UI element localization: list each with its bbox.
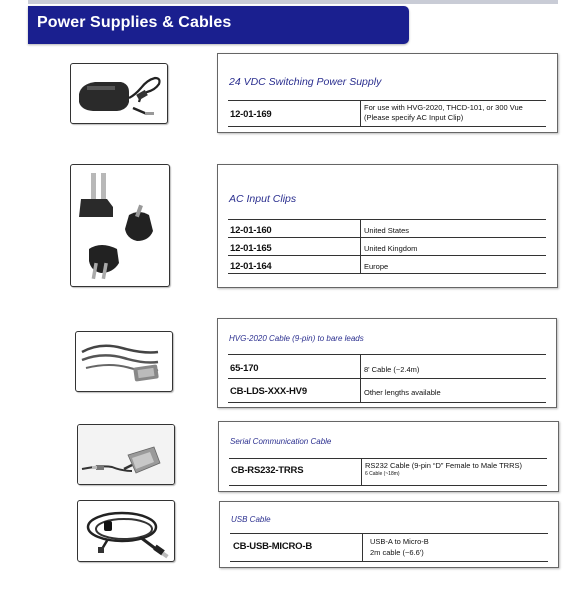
part-description: United Kingdom	[364, 244, 418, 253]
part-description: For use with HVG-2020, THCD-101, or 300 Vue	[364, 103, 523, 112]
section-title: HVG-2020 Cable (9-pin) to bare leads	[229, 334, 364, 343]
divider	[361, 458, 362, 485]
section-card	[219, 501, 559, 568]
section-card	[217, 53, 558, 133]
divider	[362, 533, 363, 561]
divider	[230, 561, 548, 562]
power-adapter-icon	[70, 63, 168, 124]
divider	[228, 402, 546, 403]
divider	[228, 273, 546, 274]
top-rule	[28, 0, 558, 4]
part-number: 65-170	[230, 363, 259, 374]
part-description: Other lengths available	[364, 388, 441, 397]
divider	[228, 219, 546, 220]
page-title: Power Supplies & Cables	[37, 14, 232, 31]
divider	[230, 533, 548, 534]
part-description: 8' Cable (~2.4m)	[364, 365, 420, 374]
section-card	[217, 164, 558, 288]
section-header	[28, 6, 409, 44]
part-description: RS232 Cable (9-pin “D” Female to Male TRRS)	[365, 461, 522, 470]
part-number: 12-01-165	[230, 243, 272, 254]
section-card	[217, 318, 557, 408]
db9-cable-icon	[75, 331, 173, 392]
divider	[360, 219, 361, 273]
divider	[228, 100, 546, 101]
divider	[229, 485, 547, 486]
serial-cable-icon	[77, 424, 175, 485]
divider	[228, 126, 546, 127]
divider	[228, 237, 546, 238]
section-title: 24 VDC Switching Power Supply	[229, 76, 382, 88]
part-description: USB-A to Micro-B	[370, 537, 429, 546]
part-description: Europe	[364, 262, 389, 271]
part-number: 12-01-160	[230, 225, 272, 236]
part-description-note: 2m cable (~6.6')	[370, 548, 424, 557]
divider	[228, 255, 546, 256]
divider	[228, 378, 546, 379]
section-card	[218, 421, 559, 492]
section-title: Serial Communication Cable	[230, 437, 332, 446]
divider	[228, 354, 546, 355]
plug-clips-icon	[70, 164, 170, 287]
section-title: AC Input Clips	[229, 193, 297, 205]
part-number: 12-01-169	[230, 109, 272, 120]
part-number: CB-LDS-XXX-HV9	[230, 386, 307, 397]
part-description-note: 6 Cable (~18m)	[365, 471, 400, 477]
part-description: United States	[364, 226, 410, 235]
divider	[360, 100, 361, 126]
part-number: CB-RS232-TRRS	[231, 465, 304, 476]
section-title: USB Cable	[231, 515, 271, 524]
part-number: 12-01-164	[230, 261, 272, 272]
part-number: CB-USB-MICRO-B	[233, 541, 312, 552]
divider	[229, 458, 547, 459]
part-description-note: (Please specify AC Input Clip)	[364, 113, 464, 122]
usb-cable-icon	[77, 500, 175, 562]
